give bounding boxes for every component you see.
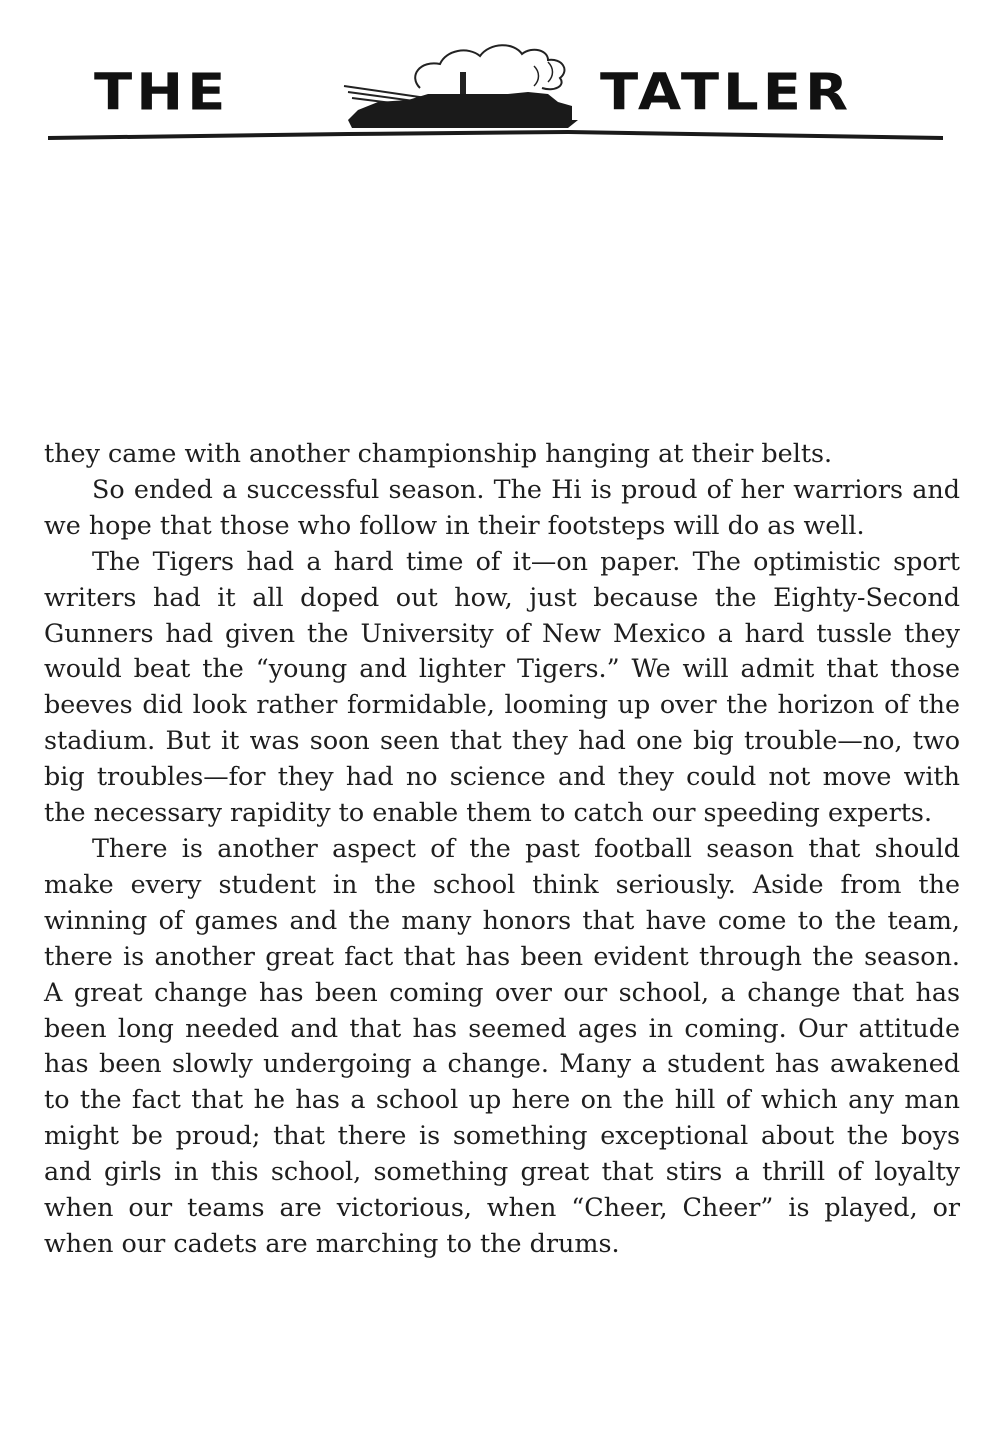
paragraph: The Tigers had a hard time of it—on paper. The optimistic sport writers had it all doped out how, just because the Eighty-Second Gunners had given the University of New Mexico a hard tussle they would beat the “young and lighter Tigers.” We will admit that those beeves did look rather formidable, looming up over the horizon of the stadium. But it was soon seen that they had one big trouble—no, two big troubles—for they had no science and they could not move with the necessary rapidity to enable them to catch our speeding experts. (44, 545, 960, 828)
paragraph: So ended a successful season. The Hi is proud of her warriors and we hope that those who follow in their footsteps will do as well. (44, 473, 960, 540)
masthead-title-left: THE (94, 63, 230, 122)
masthead (48, 28, 943, 148)
masthead-title-right: TATLER (600, 63, 853, 122)
paragraph: There is another aspect of the past football season that should make every student in the school think seriously. Aside from the winning of games and the many honors that have come to the team, there is another great fact that has been evident through the season. A great change has been coming over our school, a change that has been long needed and that has seemed ages in coming. Our attitude has been slowly undergoing a change. Many a student has awakened to the fact that he has a school up here on the hill of which any man might be proud; that there is something exceptional about the boys and girls in this school, something great that stirs a thrill of loyalty when our teams are victorious, when “Cheer, Cheer” is played, or when our cadets are marching to the drums. (44, 832, 960, 1258)
paragraph-continued: they came with another championship hanging at their belts. (44, 438, 833, 468)
article-body (44, 436, 960, 1262)
